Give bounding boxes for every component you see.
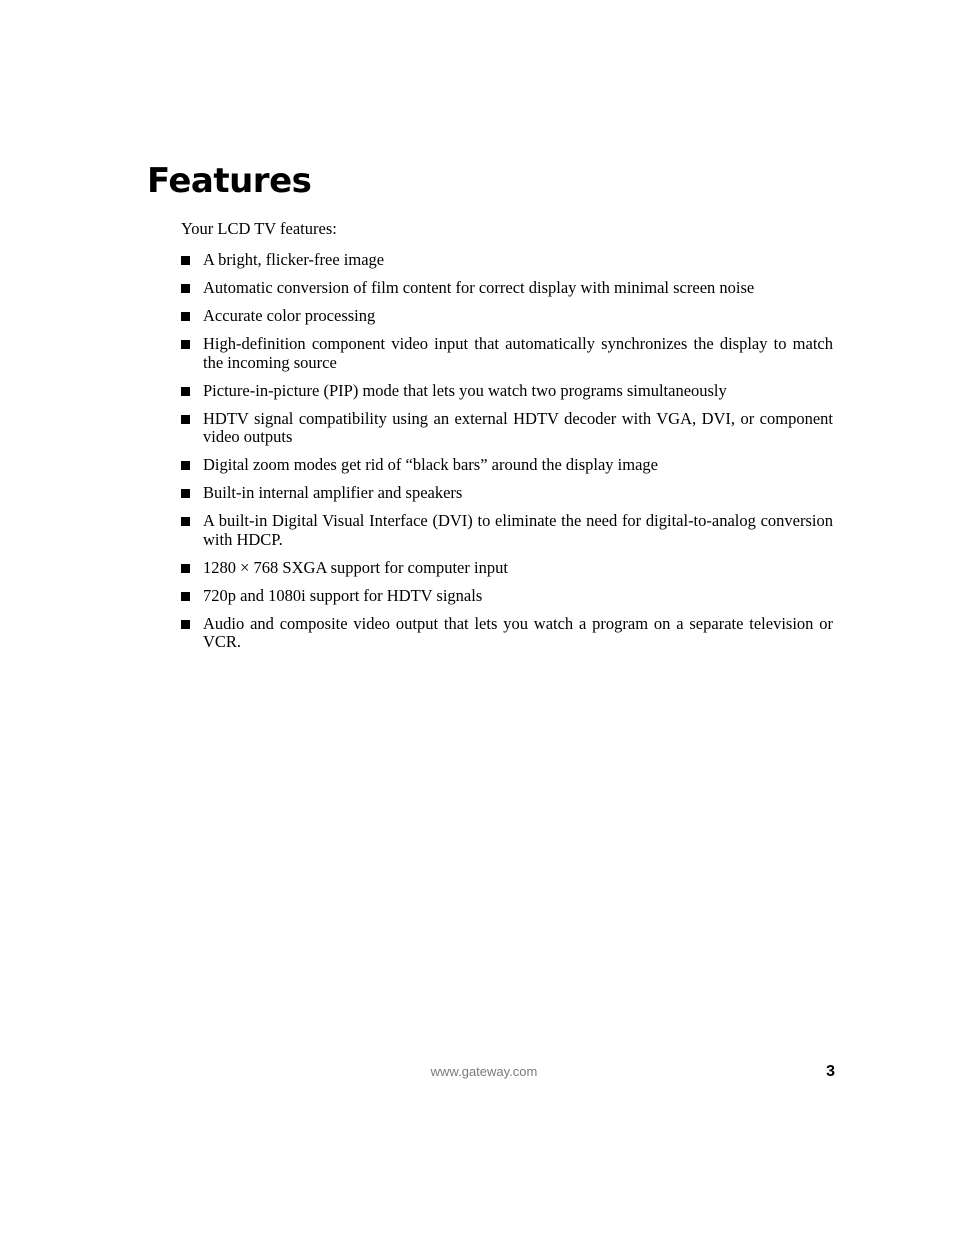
feature-list [181,251,833,661]
list-item [181,251,833,270]
list-item-text: Digital zoom modes get rid of “black bars” around the display image [203,455,658,474]
square-bullet-icon [181,312,190,321]
list-item-text: Automatic conversion of film content for correct display with minimal screen noise [203,278,755,297]
list-item-text: High-definition component video input that automatically synchronizes the display to match the incoming source [203,334,833,372]
list-item-text: Picture-in-picture (PIP) mode that lets you watch two programs simultaneously [203,380,727,400]
list-item-text: 1280 × 768 SXGA support for computer input [203,557,508,577]
list-item [181,559,833,578]
list-item-text: Accurate color processing [203,306,376,325]
list-item-text: A built-in Digital Visual Interface (DVI) to eliminate the need for digital-to-analog conversion with HDCP. [203,511,833,549]
square-bullet-icon [181,489,190,498]
square-bullet-icon [181,620,190,629]
list-item [181,410,833,447]
square-bullet-icon [181,284,190,293]
list-item [181,456,833,475]
square-bullet-icon [181,592,190,601]
square-bullet-icon [181,461,190,470]
page-number: 3 [826,1063,835,1080]
footer-url: www.gateway.com [430,1064,538,1079]
list-item [181,307,833,326]
square-bullet-icon [181,517,190,526]
list-item-text: Audio and composite video output that lets you watch a program on a separate television or VCR. [203,613,833,651]
intro-text: Your LCD TV features: [181,219,337,238]
square-bullet-icon [181,415,190,424]
square-bullet-icon [181,340,190,349]
square-bullet-icon [181,387,190,396]
list-item [181,615,833,652]
list-item [181,279,833,298]
list-item [181,512,833,549]
list-item-text: 720p and 1080i support for HDTV signals [203,585,483,605]
list-item [181,335,833,372]
list-item-text: Built-in internal amplifier and speakers [203,483,463,502]
list-item [181,484,833,503]
page-title: Features [147,161,312,201]
list-item [181,587,833,606]
square-bullet-icon [181,564,190,573]
list-item-text: HDTV signal compatibility using an external HDTV decoder with VGA, DVI, or component video outputs [203,408,833,446]
list-item [181,382,833,401]
square-bullet-icon [181,256,190,265]
list-item-text: A bright, flicker-free image [203,250,385,269]
